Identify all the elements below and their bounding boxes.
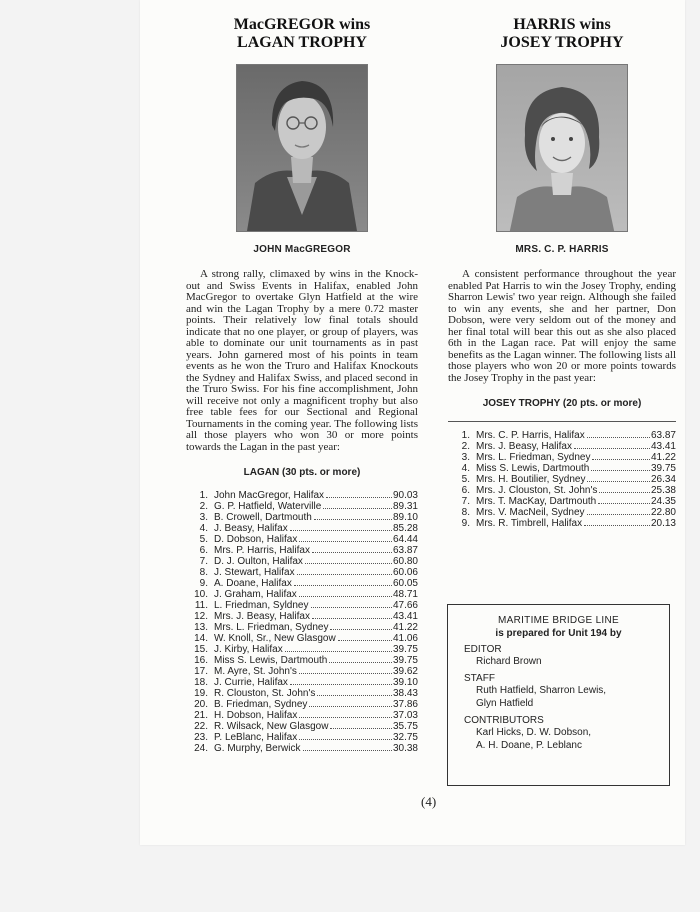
lagan-rankings (186, 490, 418, 754)
lagan-row (186, 699, 418, 710)
josey-headline (448, 16, 676, 52)
lagan-headline (186, 16, 418, 52)
lagan-rank: 20. (194, 699, 208, 710)
josey-player-name: Mrs. L. Friedman, Sydney (476, 452, 591, 463)
macgregor-caption: JOHN MacGREGOR (253, 244, 351, 255)
lagan-rank: 6. (199, 545, 208, 556)
lagan-row (186, 556, 418, 567)
lagan-row (186, 688, 418, 699)
lagan-player-name: B. Crowell, Dartmouth (214, 512, 312, 523)
lagan-rank: 8. (199, 567, 208, 578)
lagan-points: 47.66 (392, 600, 418, 611)
lagan-points: 39.10 (392, 677, 418, 688)
leader-dots (587, 514, 650, 515)
lagan-list-title: LAGAN (30 pts. or more) (243, 467, 361, 478)
lagan-rank: 10. (194, 589, 208, 600)
josey-points: 43.41 (650, 441, 676, 452)
josey-rank: 4. (461, 463, 470, 474)
lagan-player-name: D. Dobson, Halifax (214, 534, 298, 545)
lagan-points: 85.28 (392, 523, 418, 534)
josey-row (448, 430, 676, 441)
josey-rank: 7. (461, 496, 470, 507)
josey-player-name: Mrs. J. Beasy, Halifax (476, 441, 572, 452)
lagan-row (186, 545, 418, 556)
lagan-rank: 3. (199, 512, 208, 523)
leader-dots (326, 497, 392, 498)
harris-photo (496, 64, 628, 232)
josey-points: 41.22 (650, 452, 676, 463)
lagan-rank: 7. (199, 556, 208, 567)
leader-dots (312, 618, 392, 619)
leader-dots (317, 695, 392, 696)
staff-label: STAFF (464, 673, 495, 684)
lagan-row (186, 600, 418, 611)
lagan-points: 89.31 (392, 501, 418, 512)
lagan-player-name: Mrs. J. Beasy, Halifax (214, 611, 310, 622)
josey-row (448, 474, 676, 485)
lagan-rank: 9. (199, 578, 208, 589)
josey-rankings (448, 430, 676, 529)
lagan-points: 30.38 (392, 743, 418, 754)
lagan-rank: 24. (194, 743, 208, 754)
leader-dots (309, 706, 392, 707)
lagan-player-name: J. Currie, Halifax (214, 677, 288, 688)
josey-rank: 2. (461, 441, 470, 452)
josey-rank: 6. (461, 485, 470, 496)
lagan-points: 39.62 (392, 666, 418, 677)
lagan-player-name: J. Graham, Halifax (214, 589, 297, 600)
editor-name: Richard Brown (476, 656, 542, 667)
lagan-points: 41.22 (392, 622, 418, 633)
josey-row (448, 507, 676, 518)
lagan-player-name: W. Knoll, Sr., New Glasgow (214, 633, 336, 644)
page-number: (4) (421, 794, 437, 809)
lagan-points: 43.41 (392, 611, 418, 622)
josey-points: 20.13 (650, 518, 676, 529)
lagan-points: 37.03 (392, 710, 418, 721)
lagan-row (186, 611, 418, 622)
lagan-row (186, 677, 418, 688)
lagan-headline-line1: MacGREGOR wins (233, 16, 371, 33)
lagan-points: 89.10 (392, 512, 418, 523)
josey-row (448, 485, 676, 496)
lagan-points: 60.06 (392, 567, 418, 578)
lagan-article (186, 16, 418, 754)
josey-row (448, 441, 676, 452)
lagan-row (186, 633, 418, 644)
lagan-points: 63.87 (392, 545, 418, 556)
lagan-row (186, 512, 418, 523)
lagan-rank: 21. (194, 710, 208, 721)
lagan-points: 90.03 (392, 490, 418, 501)
josey-player-name: Mrs. R. Timbrell, Halifax (476, 518, 583, 529)
lagan-player-name: A. Doane, Halifax (214, 578, 292, 589)
josey-points: 24.35 (650, 496, 676, 507)
leader-dots (591, 470, 650, 471)
lagan-points: 39.75 (392, 644, 418, 655)
josey-row (448, 452, 676, 463)
lagan-row (186, 732, 418, 743)
lagan-points: 35.75 (392, 721, 418, 732)
lagan-player-name: D. J. Oulton, Halifax (214, 556, 303, 567)
leader-dots (299, 596, 392, 597)
lagan-player-name: J. Kirby, Halifax (214, 644, 283, 655)
lagan-row (186, 523, 418, 534)
lagan-rank: 1. (199, 490, 208, 501)
leader-dots (290, 684, 392, 685)
josey-article (448, 16, 676, 529)
leader-dots (297, 574, 392, 575)
lagan-player-name: H. Dobson, Halifax (214, 710, 298, 721)
lagan-player-name: Mrs. P. Harris, Halifax (214, 545, 310, 556)
josey-rank: 3. (461, 452, 470, 463)
leader-dots (599, 492, 650, 493)
leader-dots (584, 525, 650, 526)
lagan-row (186, 490, 418, 501)
leader-dots (299, 717, 392, 718)
leader-dots (299, 541, 392, 542)
leader-dots (330, 728, 392, 729)
lagan-player-name: G. P. Hatfield, Waterville (214, 501, 322, 512)
leader-dots (311, 607, 392, 608)
lagan-rank: 14. (194, 633, 208, 644)
josey-player-name: Mrs. C. P. Harris, Halifax (476, 430, 585, 441)
lagan-player-name: Miss S. Lewis, Dartmouth (214, 655, 328, 666)
lagan-rank: 18. (194, 677, 208, 688)
josey-points: 22.80 (650, 507, 676, 518)
lagan-row (186, 655, 418, 666)
josey-row (448, 496, 676, 507)
josey-player-name: Mrs. J. Clouston, St. John's (476, 485, 598, 496)
leader-dots (329, 662, 392, 663)
josey-points: 39.75 (650, 463, 676, 474)
leader-dots (587, 437, 650, 438)
josey-headline-line2: JOSEY TROPHY (500, 34, 624, 51)
josey-rank: 1. (461, 430, 470, 441)
lagan-rank: 2. (199, 501, 208, 512)
leader-dots (314, 519, 392, 520)
lagan-rank: 4. (199, 523, 208, 534)
contributors-label: CONTRIBUTORS (464, 715, 544, 726)
lagan-points: 39.75 (392, 655, 418, 666)
lagan-points: 41.06 (392, 633, 418, 644)
lagan-points: 64.44 (392, 534, 418, 545)
lagan-points: 38.43 (392, 688, 418, 699)
lagan-player-name: Mrs. L. Friedman, Sydney (214, 622, 329, 633)
leader-dots (312, 552, 392, 553)
josey-rank: 8. (461, 507, 470, 518)
josey-player-name: Mrs. V. MacNeil, Sydney (476, 507, 585, 518)
lagan-rank: 5. (199, 534, 208, 545)
harris-caption: MRS. C. P. HARRIS (515, 244, 609, 255)
masthead-box (447, 604, 670, 786)
leader-dots (323, 508, 392, 509)
lagan-player-name: B. Friedman, Sydney (214, 699, 308, 710)
editor-label: EDITOR (464, 644, 502, 655)
lagan-paragraph: A strong rally, climaxed by wins in the Knock-out and Swiss Events in Halifax, enabled John MacGregor to overtake Glyn Hatfield at the wire and win the Lagan Trophy by a mere 0.72 master points. Their relatively low final totals should indicate that no one player, or group of players, was able to dominate our unit tournaments as in past years. John garnered most of his points in team events as he won the Truro and Halifax Knockouts the Sydney and Halifax Swiss, and placed second in the Truro Swiss. For his fine accomplishment, John will receive not only a magnificent trophy but also free table fees for our Sectional and Regional Tournaments in the coming year. The following lists all those players who won 30 or more points towards the Lagan in the past year: (186, 268, 418, 453)
josey-row (448, 463, 676, 474)
josey-row (448, 518, 676, 529)
lagan-rank: 11. (194, 600, 208, 611)
leader-dots (592, 459, 649, 460)
lagan-row (186, 666, 418, 677)
lagan-rank: 23. (194, 732, 208, 743)
lagan-player-name: R. Clouston, St. John's (214, 688, 316, 699)
lagan-player-name: L. Friedman, Syldney (214, 600, 309, 611)
josey-points: 63.87 (650, 430, 676, 441)
lagan-points: 48.71 (392, 589, 418, 600)
leader-dots (299, 739, 392, 740)
lagan-row (186, 622, 418, 633)
lagan-row (186, 501, 418, 512)
lagan-points: 60.05 (392, 578, 418, 589)
josey-player-name: Mrs. T. MacKay, Dartmouth (476, 496, 597, 507)
lagan-rank: 12. (194, 611, 208, 622)
macgregor-photo (236, 64, 368, 232)
leader-dots (598, 503, 650, 504)
masthead-title: MARITIME BRIDGE LINE (497, 615, 619, 626)
josey-list-title: JOSEY TROPHY (20 pts. or more) (482, 398, 642, 409)
lagan-points: 60.80 (392, 556, 418, 567)
josey-points: 25.38 (650, 485, 676, 496)
leader-dots (285, 651, 392, 652)
lagan-row (186, 589, 418, 600)
lagan-row (186, 534, 418, 545)
lagan-row (186, 710, 418, 721)
staff-line-2: Glyn Hatfield (476, 698, 534, 709)
lagan-rank: 17. (194, 666, 208, 677)
lagan-rank: 16. (194, 655, 208, 666)
lagan-player-name: M. Ayre, St. John's (214, 666, 297, 677)
leader-dots (299, 673, 392, 674)
lagan-row (186, 567, 418, 578)
lagan-rank: 13. (194, 622, 208, 633)
lagan-player-name: R. Wilsack, New Glasgow (214, 721, 329, 732)
josey-player-name: Miss S. Lewis, Dartmouth (476, 463, 590, 474)
lagan-player-name: J. Stewart, Halifax (214, 567, 295, 578)
lagan-points: 32.75 (392, 732, 418, 743)
lagan-row (186, 644, 418, 655)
leader-dots (587, 481, 649, 482)
lagan-rank: 22. (194, 721, 208, 732)
leader-dots (574, 448, 650, 449)
leader-dots (303, 750, 392, 751)
josey-paragraph: A consistent performance throughout the year enabled Pat Harris to win the Josey Trophy, ending Sharron Lewis' two year reign. Although she failed to win any events, she and her partner, Don Dobson, were very seldom out of the money and her final total will bear this out as she also placed 6th in the Lagan race. Pat will enjoy the same benefits as the Lagan winner. The following lists all those players who won 20 or more points towards the Josey Trophy in the past year: (448, 268, 676, 384)
lagan-points: 37.86 (392, 699, 418, 710)
lagan-rank: 15. (194, 644, 208, 655)
lagan-player-name: P. LeBlanc, Halifax (214, 732, 298, 743)
staff-line-1: Ruth Hatfield, Sharron Lewis, (476, 685, 607, 696)
lagan-player-name: John MacGregor, Halifax (214, 490, 325, 501)
lagan-headline-line2: LAGAN TROPHY (237, 34, 367, 51)
masthead-subtitle: is prepared for Unit 194 by (495, 628, 622, 639)
josey-headline-line1: HARRIS wins (513, 16, 611, 33)
contributors-line-1: Karl Hicks, D. W. Dobson, (476, 727, 592, 738)
leader-dots (305, 563, 392, 564)
josey-rank: 5. (461, 474, 470, 485)
lagan-row (186, 743, 418, 754)
leader-dots (290, 530, 392, 531)
josey-player-name: Mrs. H. Boutilier, Sydney (476, 474, 586, 485)
leader-dots (330, 629, 391, 630)
contributors-line-2: A. H. Doane, P. Leblanc (476, 740, 582, 751)
josey-rank: 9. (461, 518, 470, 529)
leader-dots (294, 585, 392, 586)
leader-dots (338, 640, 392, 641)
lagan-rank: 19. (194, 688, 208, 699)
lagan-row (186, 721, 418, 732)
lagan-row (186, 578, 418, 589)
lagan-player-name: J. Beasy, Halifax (214, 523, 288, 534)
josey-points: 26.34 (650, 474, 676, 485)
lagan-player-name: G. Murphy, Berwick (214, 743, 301, 754)
